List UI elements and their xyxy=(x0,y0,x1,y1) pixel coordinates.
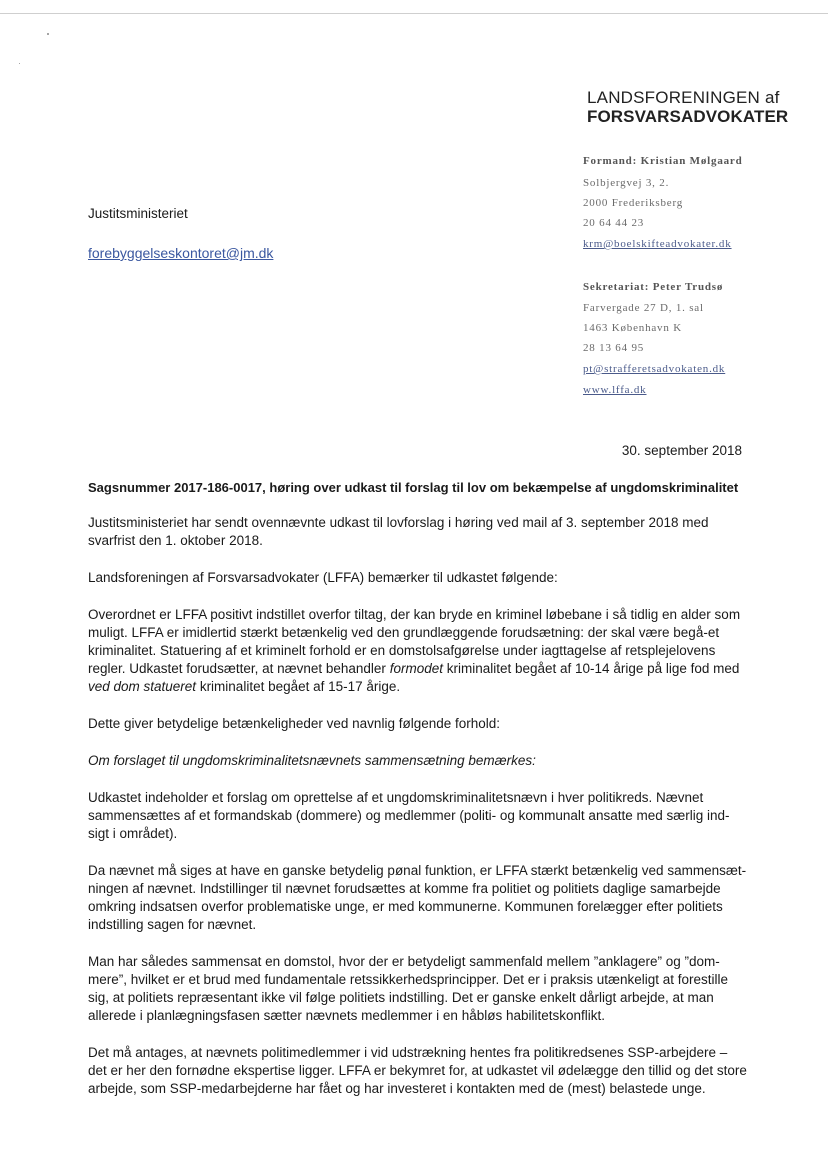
secretariat-title: Sekretariat: Peter Trudsø xyxy=(583,281,724,293)
recipient-name: Justitsministeriet xyxy=(88,206,188,221)
paragraph: Justitsministeriet har sendt ovennævnte udkast til lovforslag i høring ved mail af 3. september 2018 med svarfrist den 1. oktober 2018. xyxy=(88,515,709,548)
website-link[interactable]: www.lffa.dk xyxy=(583,384,647,396)
secretariat-phone: 28 13 64 95 xyxy=(583,342,645,354)
paragraph-text: Overordnet er LFFA positivt indstillet overfor tiltag, der kan bryde en kriminel løbebane i så tidlig en alder som muligt. LFFA er imidlertid stærkt betænkelig ved den grundlæggende forudsætning: der skal være begå-et kriminalitet. Statuering af et kriminelt forhold er en domstolsafgørelse under iagttagelse af retsplejelovens regler. Udkastet forudsætter, at nævnet behandler xyxy=(88,607,741,676)
letter-body xyxy=(88,514,748,1117)
secretariat-email-link[interactable]: pt@strafferetsadvokaten.dk xyxy=(583,363,726,375)
section-heading: Om forslaget til ungdomskriminalitetsnævnets sammensætning bemærkes: xyxy=(88,753,536,768)
org-name-line1: LANDSFORENINGEN af xyxy=(587,88,780,107)
paragraph: Det må antages, at nævnets politimedlemmer i vid udstrækning hentes fra politikredsenes SSP-arbejdere – det er her den fornødne ekspertise ligger. LFFA er bekymret for, at udkastet vil ødelægge den tillid og det store arbejde, som SSP-medarbejderne har fået og har investeret i kontakten med de (mest) belastede unge. xyxy=(88,1045,747,1096)
letter-date: 30. september 2018 xyxy=(621,443,742,458)
letter-subject: Sagsnummer 2017-186-0017, høring over udkast til forslag til lov om bekæmpelse af ungdomskriminalitet xyxy=(88,480,739,495)
org-name-line2: FORSVARSADVOKATER xyxy=(587,107,789,126)
emphasis-text: formodet xyxy=(389,661,443,676)
paragraph: Da nævnet må siges at have en ganske betydelig pønal funktion, er LFFA stærkt betænkelig ved sammensæt-ningen af nævnet. Indstillinger til nævnet forudsættes at komme fra politiet og politiets daglige samarbejde omkring indsatsen overfor problematiske unge, er med kommunerne. Kommunen forelægger efter politiets indstilling sagen for nævnet. xyxy=(88,863,747,932)
chair-phone: 20 64 44 23 xyxy=(583,217,645,229)
secretariat-city: 1463 København K xyxy=(583,322,682,334)
paragraph-text: kriminalitet begået af 15-17 årige. xyxy=(196,679,401,694)
paragraph: Landsforeningen af Forsvarsadvokater (LFFA) bemærker til udkastet følgende: xyxy=(88,570,558,585)
paragraph: Dette giver betydelige betænkeligheder ved navnlig følgende forhold: xyxy=(88,716,501,731)
recipient-email-link[interactable]: forebyggelseskontoret@jm.dk xyxy=(88,245,274,261)
paragraph xyxy=(88,606,748,696)
secretariat-street: Farvergade 27 D, 1. sal xyxy=(583,302,704,314)
scan-speck xyxy=(19,63,20,64)
organization-logo xyxy=(587,88,788,126)
scan-speck xyxy=(47,33,49,35)
paragraph: Udkastet indeholder et forslag om oprettelse af et ungdomskriminalitetsnævn i hver politikreds. Nævnet sammensættes af et formandskab (dommere) og medlemmer (politi- og kommunalt ansatte med særlig ind-sigt i området). xyxy=(88,790,730,841)
top-rule xyxy=(0,13,828,14)
chair-email-link[interactable]: krm@boelskifteadvokater.dk xyxy=(583,238,732,250)
chair-city: 2000 Frederiksberg xyxy=(583,197,684,209)
emphasis-text: ved dom statueret xyxy=(88,679,197,694)
chair-title: Formand: Kristian Mølgaard xyxy=(583,155,743,167)
paragraph: Man har således sammensat en domstol, hvor der er betydeligt sammenfald mellem ”anklagere” og ”dom-mere”, hvilket er et brud med fundamentale retssikkerhedsprincipper. Det er i praksis utænkeligt at forestille sig, at politiets repræsentant ikke vil følge politiets indstilling. Det er ganske enkelt dårligt arbejde, at man allerede i planlægningsfasen sætter nævnets medlemmer i en håbløs habilitetskonflikt. xyxy=(88,954,729,1023)
paragraph-text: kriminalitet begået af 10-14 årige på lige fod med xyxy=(442,661,740,676)
chair-street: Solbjergvej 3, 2. xyxy=(583,177,670,189)
